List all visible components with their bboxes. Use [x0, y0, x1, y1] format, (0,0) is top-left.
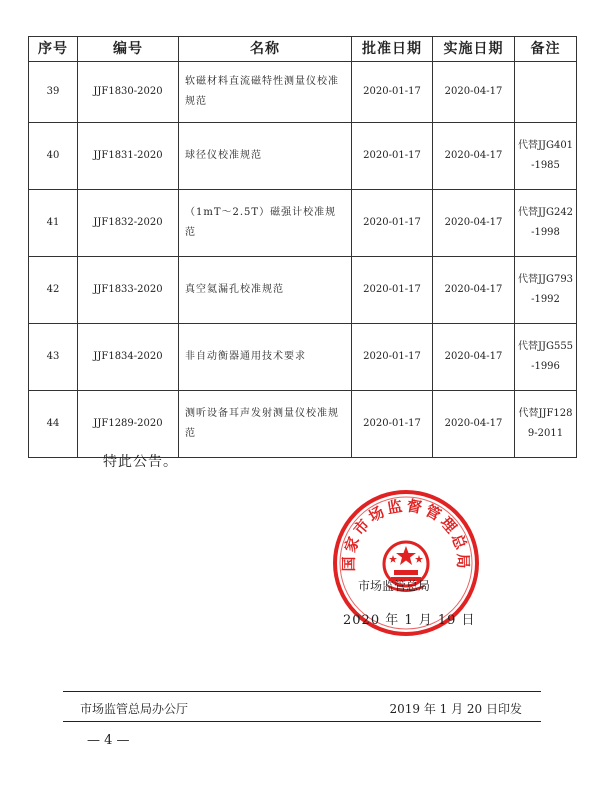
header-effective-date: 实施日期: [433, 37, 515, 62]
cell-approve-date: 2020-01-17: [352, 190, 433, 257]
cell-approve-date: 2020-01-17: [352, 257, 433, 324]
cell-approve-date: 2020-01-17: [352, 123, 433, 190]
table-row: [29, 257, 577, 324]
cell-effective-date: 2020-04-17: [433, 190, 515, 257]
closing-statement: 特此公告。: [103, 454, 178, 470]
cell-name: （1mT～2.5T）磁强计校准规范: [179, 190, 352, 257]
cell-code: JJF1831-2020: [78, 123, 179, 190]
header-no: 序号: [29, 37, 78, 62]
header-name: 名称: [179, 37, 352, 62]
cell-effective-date: 2020-04-17: [433, 62, 515, 123]
cell-effective-date: 2020-04-17: [433, 324, 515, 391]
cell-code: JJF1830-2020: [78, 62, 179, 123]
page-number: — 4 —: [87, 733, 130, 748]
table-row: [29, 324, 577, 391]
cell-code: JJF1832-2020: [78, 190, 179, 257]
cell-no: 42: [29, 257, 78, 324]
cell-code: JJF1833-2020: [78, 257, 179, 324]
cell-approve-date: 2020-01-17: [352, 62, 433, 123]
table-row: [29, 123, 577, 190]
table-row: [29, 391, 577, 458]
cell-code: JJF1289-2020: [78, 391, 179, 458]
cell-approve-date: 2020-01-17: [352, 391, 433, 458]
cell-note: 代替JJG242-1998: [515, 190, 577, 257]
cell-effective-date: 2020-04-17: [433, 123, 515, 190]
table-row: [29, 190, 577, 257]
cell-note: 代替JJG793-1992: [515, 257, 577, 324]
cell-note: [515, 62, 577, 123]
signing-date: 2020 年 1 月 19 日: [343, 613, 476, 628]
header-code: 编号: [78, 37, 179, 62]
cell-name: 测听设备耳声发射测量仪校准规范: [179, 391, 352, 458]
footer-print-date: 2019 年 1 月 20 日印发: [389, 702, 522, 716]
cell-name: 真空氦漏孔校准规范: [179, 257, 352, 324]
cell-effective-date: 2020-04-17: [433, 257, 515, 324]
table-row: [29, 62, 577, 123]
cell-name: 软磁材料直流磁特性测量仪校准规范: [179, 62, 352, 123]
header-approve-date: 批准日期: [352, 37, 433, 62]
header-note: 备注: [515, 37, 577, 62]
footer-office: 市场监管总局办公厅: [80, 702, 189, 716]
cell-code: JJF1834-2020: [78, 324, 179, 391]
issuer-name: 市场监管总局: [358, 579, 431, 593]
cell-no: 44: [29, 391, 78, 458]
seal-text-path: 国家市场监督管理总局: [339, 496, 473, 572]
cell-no: 43: [29, 324, 78, 391]
cell-name: 球径仪校准规范: [179, 123, 352, 190]
cell-name: 非自动衡器通用技术要求: [179, 324, 352, 391]
standards-table: [28, 36, 577, 458]
table-header-row: [29, 37, 577, 62]
cell-note: 代替JJF1289-2011: [515, 391, 577, 458]
cell-effective-date: 2020-04-17: [433, 391, 515, 458]
footer-top-rule: [63, 691, 541, 692]
cell-no: 39: [29, 62, 78, 123]
footer-bottom-rule: [63, 721, 541, 722]
cell-note: 代替JJG401-1985: [515, 123, 577, 190]
cell-note: 代替JJG555-1996: [515, 324, 577, 391]
cell-no: 40: [29, 123, 78, 190]
cell-no: 41: [29, 190, 78, 257]
cell-approve-date: 2020-01-17: [352, 324, 433, 391]
